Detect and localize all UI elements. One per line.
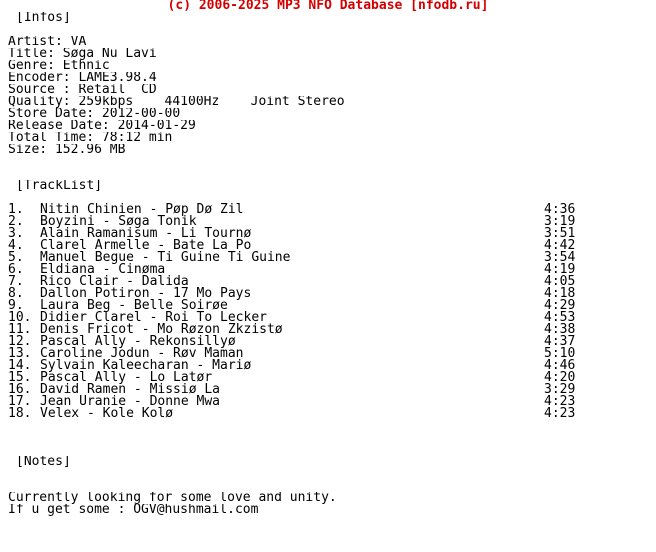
- info-genre: Genre: Ethnic: [8, 60, 110, 72]
- info-quality: Quality: 259kbps 44100Hz Joint Stereo: [8, 96, 345, 108]
- track-title: Manuel Begue - Ti Guine Ti Guine: [40, 250, 291, 265]
- track-title: David Ramen - Missiø La: [40, 382, 221, 397]
- track-duration: 4:37: [544, 334, 576, 349]
- notes-line-1: Currently looking for some love and unity.: [8, 492, 337, 504]
- track-number: 4.: [8, 238, 24, 253]
- track-row: [8, 408, 648, 420]
- tracklist-heading: [TrackList]: [16, 180, 103, 192]
- track-duration: 3:19: [544, 214, 576, 229]
- track-duration: 3:29: [544, 382, 576, 397]
- track-number: 12.: [8, 334, 32, 349]
- info-title: Title: Søga Nu Lavi: [8, 48, 157, 60]
- track-duration: 4:18: [544, 286, 576, 301]
- track-title: Dallon Potiron - 17 Mo Pays: [40, 286, 252, 301]
- spacer: [8, 156, 648, 168]
- track-duration: 4:29: [544, 298, 576, 313]
- track-title: Boyzini - Søga Tonik: [40, 214, 197, 229]
- track-title: Clarel Armelle - Bate La Po: [40, 238, 252, 253]
- info-total-time: Total Time: 78:12 min: [8, 132, 173, 144]
- track-number: 6.: [8, 262, 24, 277]
- nfo-document: [8, 0, 648, 516]
- track-title: Denis Fricot - Mo Røzon Zkzistø: [40, 322, 283, 337]
- track-number: 10.: [8, 310, 32, 325]
- track-number: 3.: [8, 226, 24, 241]
- tracklist: [8, 204, 648, 420]
- spacer: [8, 468, 648, 480]
- track-number: 17.: [8, 394, 32, 409]
- track-duration: 3:54: [544, 250, 576, 265]
- track-number: 5.: [8, 250, 24, 265]
- track-title: Nitin Chinien - Pøp Dø Zil: [40, 202, 244, 217]
- spacer: [8, 444, 648, 456]
- track-duration: 4:42: [544, 238, 576, 253]
- info-encoder: Encoder: LAME3.98.4: [8, 72, 157, 84]
- track-duration: 4:20: [544, 370, 576, 385]
- track-number: 16.: [8, 382, 32, 397]
- track-title: Didier Clarel - Roi To Lecker: [40, 310, 267, 325]
- info-release-date: Release Date: 2014-01-29: [8, 120, 196, 132]
- infos-heading: [Infos]: [16, 12, 71, 24]
- info-size: Size: 152.96 MB: [8, 144, 126, 156]
- track-title: Eldiana - Cinøma: [40, 262, 166, 277]
- track-number: 9.: [8, 298, 24, 313]
- track-duration: 4:46: [544, 358, 576, 373]
- track-title: Caroline Jodun - Røv Maman: [40, 346, 244, 361]
- track-title: Sylvain Kaleecharan - Mariø: [40, 358, 252, 373]
- info-artist: Artist: VA: [8, 36, 87, 48]
- track-number: 13.: [8, 346, 32, 361]
- track-title: Jean Uranie - Donne Mwa: [40, 394, 221, 409]
- spacer: [8, 24, 648, 36]
- track-title: Pascal Ally - Rekonsillyø: [40, 334, 236, 349]
- track-number: 7.: [8, 274, 24, 289]
- track-number: 18.: [8, 406, 32, 421]
- info-store-date: Store Date: 2012-00-00: [8, 108, 181, 120]
- notes-heading: [Notes]: [16, 456, 71, 468]
- track-duration: 3:51: [544, 226, 576, 241]
- track-title: Rico Clair - Dalida: [40, 274, 189, 289]
- site-header: (c) 2006-2025 MP3 NFO Database [nfodb.ru]: [167, 0, 489, 12]
- track-number: 11.: [8, 322, 32, 337]
- track-duration: 4:38: [544, 322, 576, 337]
- spacer: [8, 432, 648, 444]
- track-title: Velex - Kole Kolø: [40, 406, 174, 421]
- track-title: Pascal Ally - Lo Latør: [40, 370, 213, 385]
- track-duration: 4:05: [544, 274, 576, 289]
- track-number: 15.: [8, 370, 32, 385]
- track-title: Laura Beg - Belle Soirøe: [40, 298, 228, 313]
- info-source: Source : Retail CD: [8, 84, 157, 96]
- spacer: [8, 168, 648, 180]
- track-duration: 4:19: [544, 262, 576, 277]
- notes-line-2: If u get some : OGV@hushmail.com: [8, 504, 259, 516]
- track-number: 8.: [8, 286, 24, 301]
- track-title: Alain Ramanisum - Li Tournø: [40, 226, 252, 241]
- track-duration: 4:36: [544, 202, 576, 217]
- track-duration: 4:23: [544, 406, 576, 421]
- spacer: [8, 480, 648, 492]
- track-duration: 5:10: [544, 346, 576, 361]
- spacer: [8, 420, 648, 432]
- track-duration: 4:53: [544, 310, 576, 325]
- track-duration: 4:23: [544, 394, 576, 409]
- track-number: 1.: [8, 202, 24, 217]
- track-number: 14.: [8, 358, 32, 373]
- track-number: 2.: [8, 214, 24, 229]
